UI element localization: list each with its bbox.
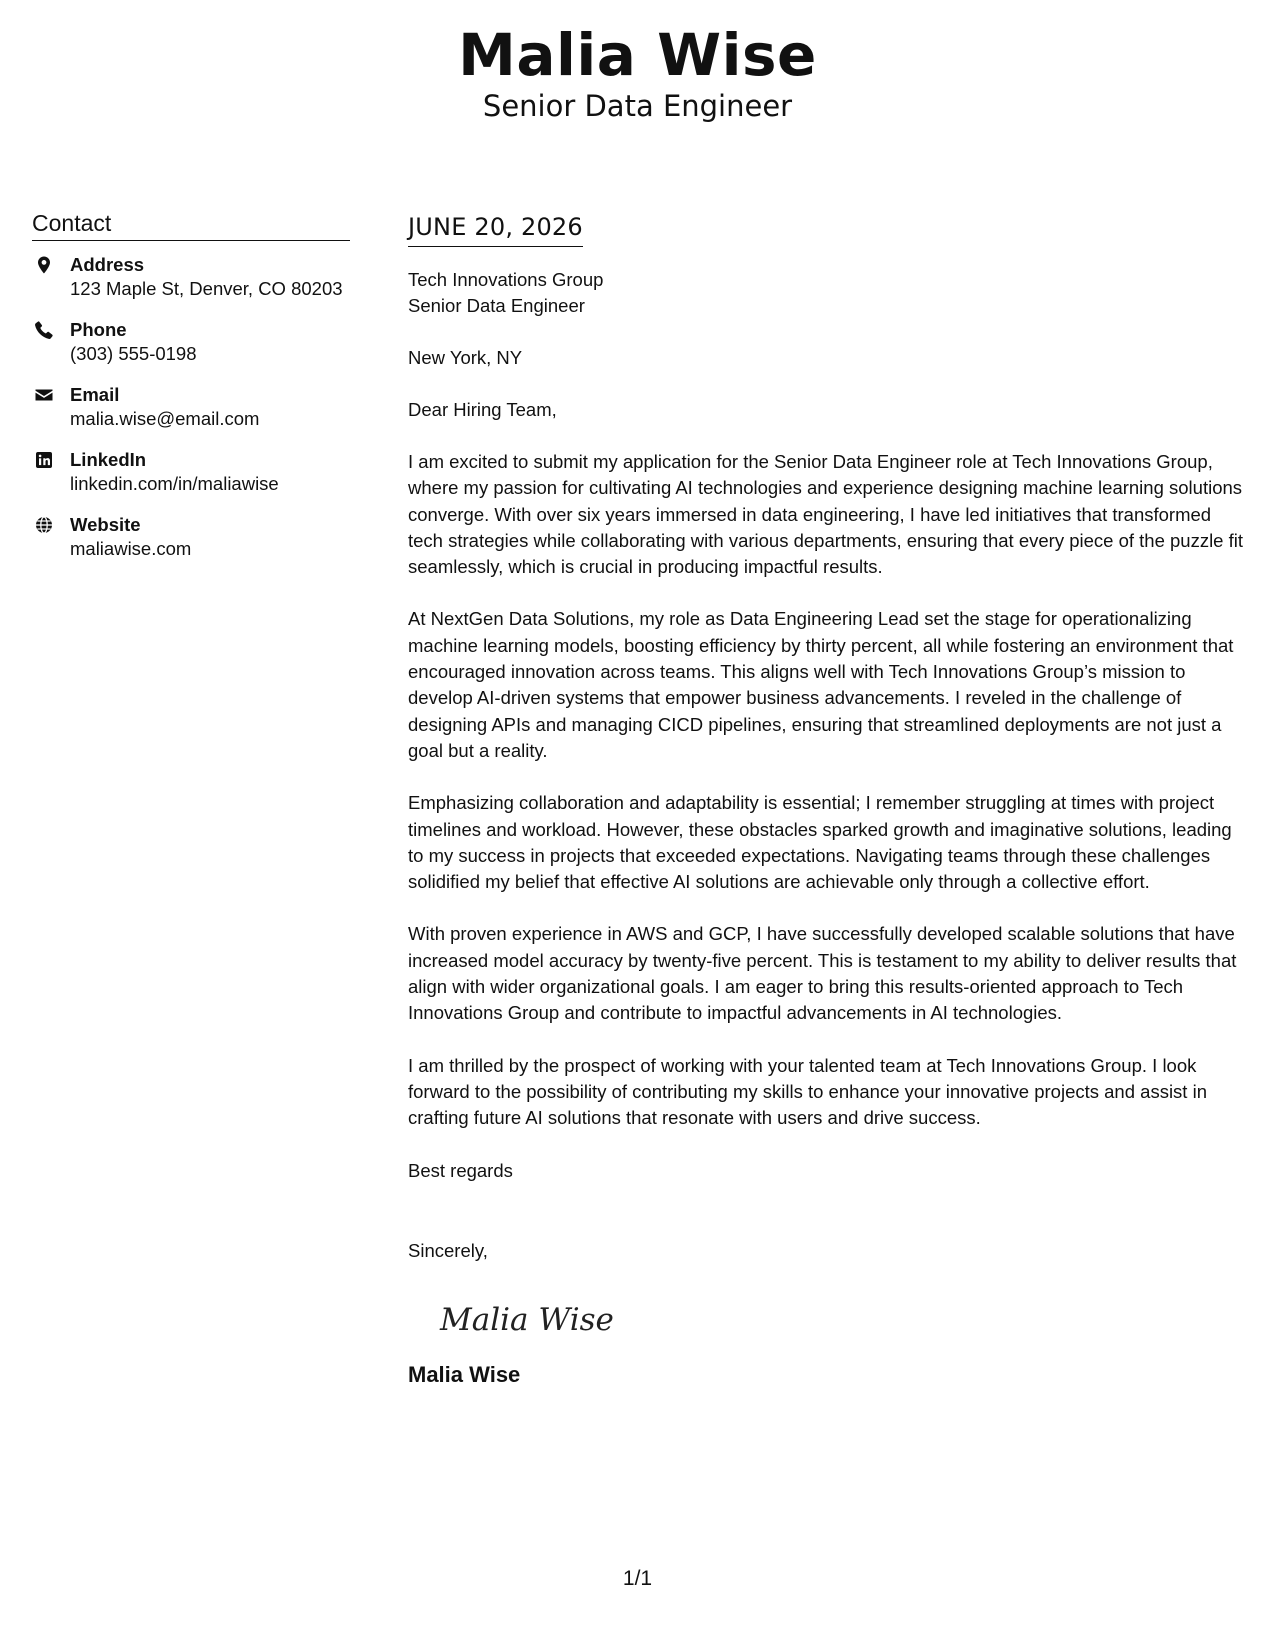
contact-heading: Contact bbox=[32, 208, 350, 241]
applicant-name: Malia Wise bbox=[458, 21, 817, 89]
letter-paragraph: I am thrilled by the prospect of working with your talented team at Tech Innovations Group. I look forward to the possibility of contributing my skills to enhance your innovative projects and assist in crafting future AI solutions that resonate with users and drive success. bbox=[408, 1054, 1207, 1129]
letter-paragraph: With proven experience in AWS and GCP, I have successfully developed scalable solutions that have increased model accuracy by twenty-five percent. This is testament to my ability to deliver results that align with wider organizational goals. I am eager to bring this results-oriented approach to Tech Innovations Group and contribute to impactful advancements in AI technologies. bbox=[408, 923, 1237, 1024]
contact-linkedin bbox=[32, 448, 350, 496]
contact-list bbox=[32, 253, 350, 561]
contact-address bbox=[32, 253, 350, 301]
handwritten-signature bbox=[438, 1294, 1248, 1344]
map-pin-icon bbox=[34, 255, 54, 275]
letter-body bbox=[408, 210, 1248, 1390]
contact-website bbox=[32, 513, 350, 561]
contact-label: Website bbox=[70, 514, 141, 535]
contact-value: maliawise.com bbox=[70, 538, 192, 559]
linkedin-icon bbox=[34, 450, 54, 470]
contact-phone bbox=[32, 318, 350, 366]
letter-paragraph: Emphasizing collaboration and adaptability is essential; I remember struggling at times with project timelines and workload. However, these obstacles sparked growth and imaginative solutions, leading to my success in projects that exceeded expectations. Navigating teams through these challenges solidified my belief that effective AI solutions are achievable only through a collective effort. bbox=[408, 792, 1232, 893]
contact-value: 123 Maple St, Denver, CO 80203 bbox=[70, 278, 343, 299]
contact-email bbox=[32, 383, 350, 431]
contact-label: Email bbox=[70, 384, 120, 405]
envelope-icon bbox=[34, 385, 54, 405]
letter-closing: Best regards bbox=[408, 1159, 513, 1181]
recipient-role: Senior Data Engineer bbox=[408, 295, 585, 316]
recipient-block bbox=[408, 267, 1248, 319]
contact-label: Address bbox=[70, 254, 145, 275]
contact-value: (303) 555-0198 bbox=[70, 343, 197, 364]
signer-name: Malia Wise bbox=[408, 1361, 521, 1387]
applicant-title: Senior Data Engineer bbox=[482, 89, 793, 123]
globe-icon bbox=[34, 515, 54, 535]
phone-icon bbox=[34, 320, 54, 340]
contact-value: linkedin.com/in/maliawise bbox=[70, 473, 279, 494]
letter-header bbox=[0, 22, 1275, 124]
page-number: 1/1 bbox=[622, 1567, 653, 1590]
letter-sign-off: Sincerely, bbox=[408, 1239, 488, 1261]
recipient-location: New York, NY bbox=[408, 347, 523, 368]
contact-sidebar bbox=[32, 208, 350, 578]
contact-label: Phone bbox=[70, 319, 127, 340]
letter-greeting: Dear Hiring Team, bbox=[408, 399, 557, 420]
contact-label: LinkedIn bbox=[70, 449, 147, 470]
recipient-company: Tech Innovations Group bbox=[408, 269, 604, 290]
contact-value: malia.wise@email.com bbox=[70, 408, 260, 429]
letter-date: JUNE 20, 2026 bbox=[408, 210, 583, 247]
letter-paragraph: I am excited to submit my application for the Senior Data Engineer role at Tech Innovations Group, where my passion for cultivating AI technologies and experience designing machine learning solutions converge. With over six years immersed in data engineering, I have led initiatives that transformed tech strategies while collaborating with various departments, ensuring that every piece of the puzzle fit seamlessly, which is crucial in producing impactful results. bbox=[408, 451, 1244, 578]
letter-paragraph: At NextGen Data Solutions, my role as Data Engineering Lead set the stage for operationalizing machine learning models, boosting efficiency by thirty percent, all while fostering an environment that encouraged innovation across teams. This aligns well with Tech Innovations Group’s mission to develop AI-driven systems that empower business advancements. I reveled in the challenge of designing APIs and managing CICD pipelines, ensuring that streamlined deployments are not just a goal but a reality. bbox=[408, 608, 1234, 761]
signature-text: Malia Wise bbox=[440, 1301, 614, 1338]
